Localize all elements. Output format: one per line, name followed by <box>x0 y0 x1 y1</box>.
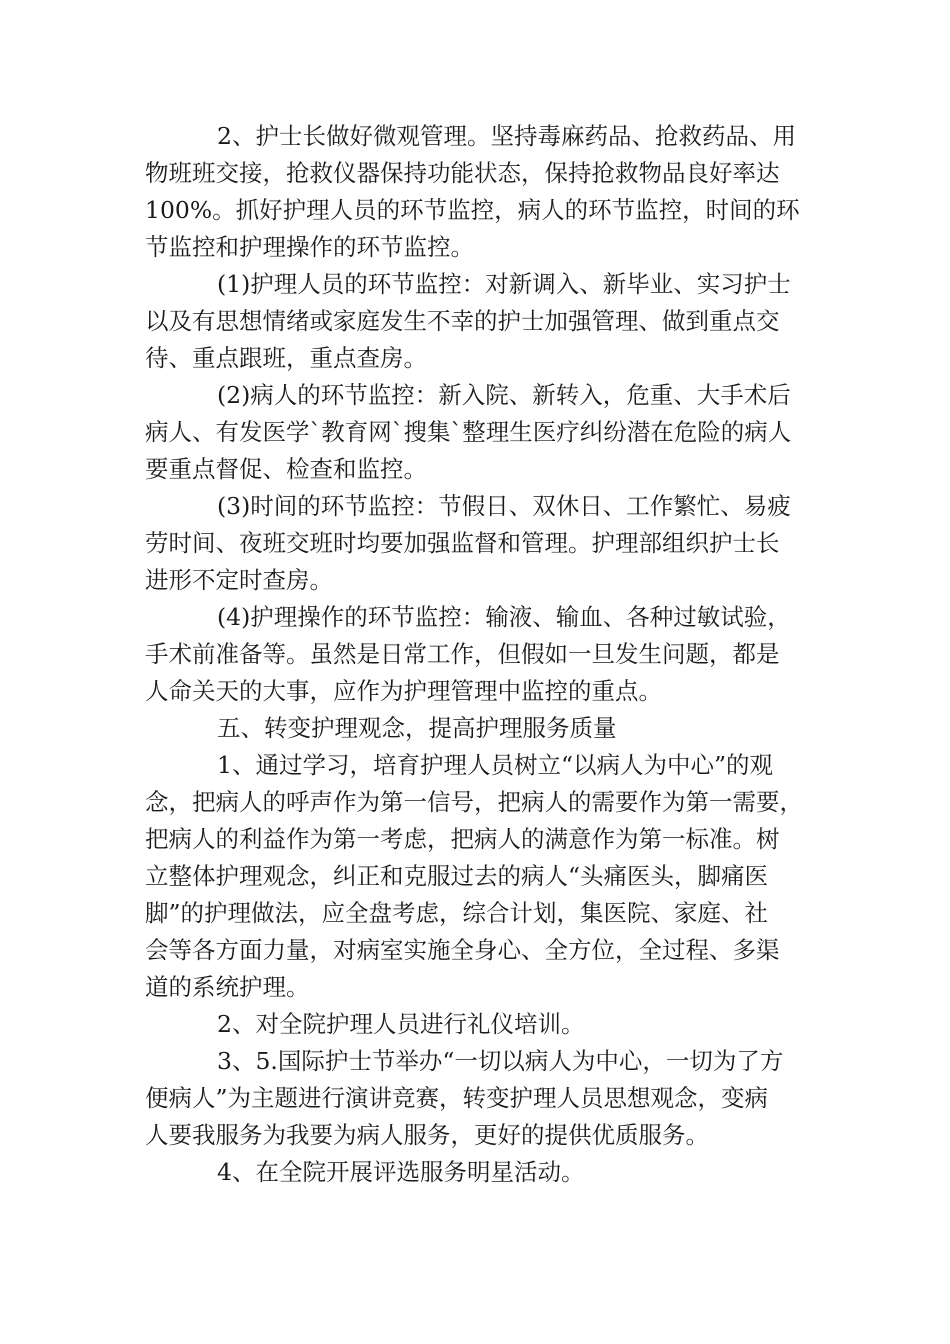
text-line: 4、在全院开展评选服务明星活动。 <box>217 1158 585 1186</box>
text-line: 人要我服务为我要为病人服务，更好的提供优质服务。 <box>145 1121 709 1149</box>
text-line: 节监控和护理操作的环节监控。 <box>145 233 474 261</box>
text-line: 人命关天的大事，应作为护理管理中监控的重点。 <box>145 677 662 705</box>
text-line: 脚”的护理做法，应全盘考虑，综合计划，集医院、家庭、社 <box>145 899 769 927</box>
text-line: 便病人”为主题进行演讲竞赛，转变护理人员思想观念，变病 <box>145 1084 769 1112</box>
text-line: 以及有思想情绪或家庭发生不幸的护士加强管理、做到重点交 <box>145 307 780 335</box>
text-line: (2)病人的环节监控：新入院、新转入，危重、大手术后 <box>217 381 791 409</box>
text-line: 要重点督促、检查和监控。 <box>145 455 427 483</box>
text-line: (1)护理人员的环节监控：对新调入、新毕业、实习护士 <box>217 270 791 298</box>
text-line: (3)时间的环节监控：节假日、双休日、工作繁忙、易疲 <box>217 492 791 520</box>
text-line: 进形不定时查房。 <box>145 566 333 594</box>
text-line: (4)护理操作的环节监控：输液、输血、各种过敏试验， <box>217 603 791 631</box>
text-line: 物班班交接，抢救仪器保持功能状态，保持抢救物品良好率达 <box>145 159 780 187</box>
text-line: 2、对全院护理人员进行礼仪培训。 <box>217 1010 585 1038</box>
text-line: 待、重点跟班，重点查房。 <box>145 344 427 372</box>
text-line: 劳时间、夜班交班时均要加强监督和管理。护理部组织护士长 <box>145 529 780 557</box>
text-line: 100%。抓好护理人员的环节监控，病人的环节监控，时间的环 <box>145 196 800 224</box>
text-line: 2、护士长做好微观管理。坚持毒麻药品、抢救药品、用 <box>217 122 796 150</box>
text-line: 1、通过学习，培育护理人员树立“以病人为中心”的观 <box>217 751 773 779</box>
document-body <box>145 118 810 1191</box>
section-heading: 五、转变护理观念，提高护理服务质量 <box>217 714 617 742</box>
text-line: 念，把病人的呼声作为第一信号，把病人的需要作为第一需要， <box>145 788 803 816</box>
text-line: 3、5.国际护士节举办“一切以病人为中心，一切为了方 <box>217 1047 784 1075</box>
text-line: 病人、有发医学`教育网`搜集`整理生医疗纠纷潜在危险的病人 <box>145 418 792 446</box>
text-line: 道的系统护理。 <box>145 973 310 1001</box>
text-line: 手术前准备等。虽然是日常工作，但假如一旦发生问题，都是 <box>145 640 780 668</box>
text-line: 会等各方面力量，对病室实施全身心、全方位，全过程、多渠 <box>145 936 780 964</box>
text-line: 把病人的利益作为第一考虑，把病人的满意作为第一标准。树 <box>145 825 780 853</box>
text-line: 立整体护理观念，纠正和克服过去的病人“头痛医头，脚痛医 <box>145 862 769 890</box>
